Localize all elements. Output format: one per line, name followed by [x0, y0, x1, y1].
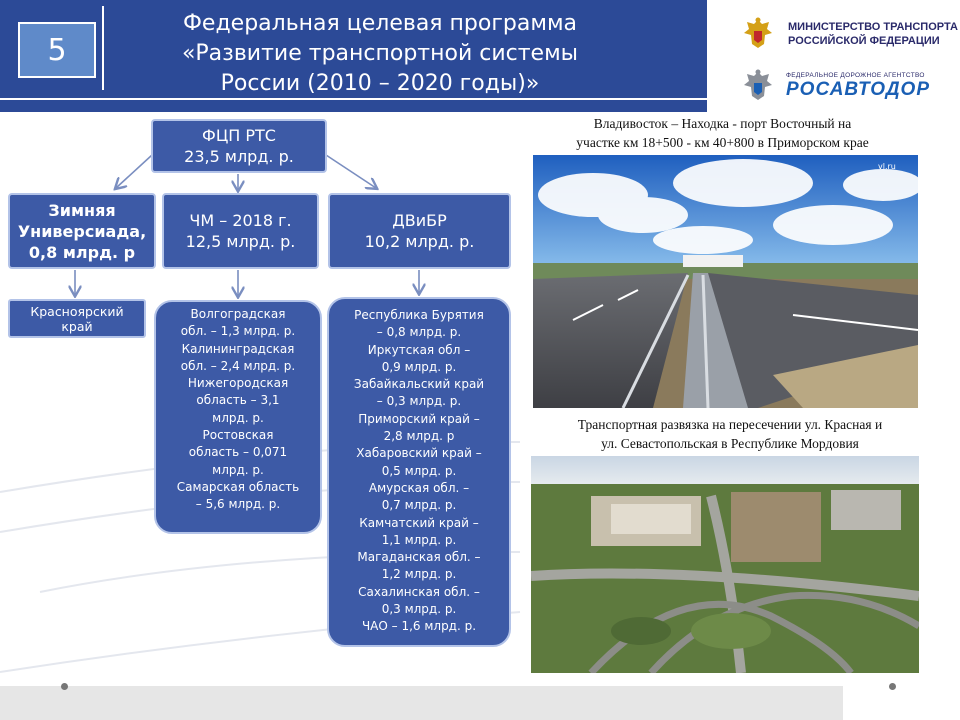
- region-line: 0,3 млрд. р.: [381, 602, 457, 617]
- footer-dot: [889, 683, 896, 690]
- region-line: Камчатский край –: [359, 515, 479, 530]
- box-line: 12,5 млрд. р.: [185, 232, 296, 251]
- region-line: 1,2 млрд. р.: [381, 567, 457, 582]
- region-line: – 5,6 млрд. р.: [195, 497, 281, 512]
- region-line: Иркутская обл –: [367, 342, 471, 357]
- caption-line: участке км 18+500 - км 40+800 в Приморском крае: [576, 135, 869, 150]
- photo-watermark: vl.ru: [878, 162, 896, 171]
- mintrans-line: РОССИЙСКОЙ ФЕДЕРАЦИИ: [788, 35, 940, 47]
- arrow-root-dvibr: [326, 155, 376, 188]
- region-line: млрд. р.: [212, 462, 264, 477]
- dvibr-box: [328, 193, 511, 269]
- region-line: Магаданская обл. –: [357, 550, 481, 565]
- box-line: ЧМ – 2018 г.: [189, 211, 292, 230]
- box-line: Универсиада,: [17, 221, 147, 241]
- region-line: 0,5 млрд. р.: [381, 463, 457, 478]
- region-line: – 0,8 млрд. р.: [376, 325, 462, 340]
- photo-caption-bottom: [524, 415, 936, 453]
- region-line: Амурская обл. –: [368, 480, 470, 495]
- caption-line: Транспортная развязка на пересечении ул. Красная и: [577, 417, 883, 432]
- region-line: 2,8 млрд. р: [383, 429, 455, 444]
- box-line: 10,2 млрд. р.: [364, 232, 475, 251]
- interchange-photo: [531, 456, 919, 673]
- region-line: 0,7 млрд. р.: [381, 498, 457, 513]
- region-line: 1,1 млрд. р.: [381, 532, 457, 547]
- region-line: обл. – 2,4 млрд. р.: [180, 358, 296, 373]
- universiade-box: [8, 193, 156, 269]
- region-line: область – 0,071: [188, 445, 288, 460]
- region-line: млрд. р.: [212, 410, 264, 425]
- worldcup-2018-box: [162, 193, 319, 269]
- region-line: Республика Бурятия: [354, 308, 484, 322]
- region-line: Хабаровский край –: [356, 446, 482, 461]
- region-line: Забайкальский край: [353, 377, 485, 392]
- title-line: Федеральная целевая программа: [182, 11, 578, 36]
- caption-line: ул. Севастопольская в Республике Мордовия: [601, 436, 859, 451]
- box-line: край: [61, 318, 93, 334]
- footer-dot: [61, 683, 68, 690]
- title-line: «Развитие транспортной системы: [181, 41, 579, 66]
- box-line: 0,8 млрд. р: [28, 242, 136, 262]
- box-line: Зимняя: [48, 200, 116, 220]
- title-line: России (2010 – 2020 годы)»: [220, 71, 540, 96]
- region-line: область – 3,1: [196, 393, 280, 408]
- worldcup-regions-box: [154, 300, 322, 534]
- box-line: Красноярский: [30, 303, 124, 319]
- box-line: ДВиБР: [392, 211, 447, 230]
- region-line: ЧАО – 1,6 млрд. р.: [361, 619, 477, 634]
- rosavtodor-wordmark: РОСАВТОДОР: [786, 78, 931, 100]
- region-line: Нижегородская: [187, 376, 289, 391]
- dvibr-regions-box: [327, 297, 511, 647]
- region-line: обл. – 1,3 млрд. р.: [180, 324, 296, 339]
- slide-number: 5: [18, 22, 96, 78]
- region-line: Ростовская: [202, 428, 274, 443]
- krasnoyarsk-box: [8, 299, 146, 338]
- region-line: 0,9 млрд. р.: [381, 359, 457, 374]
- region-line: – 0,3 млрд. р.: [376, 394, 462, 409]
- region-line: Сахалинская обл. –: [358, 584, 480, 599]
- photo-caption-top: [530, 114, 915, 152]
- arrow-root-universiade: [116, 155, 152, 188]
- region-line: Калининградская: [181, 341, 295, 356]
- footer-bar: [0, 686, 843, 720]
- box-line: 23,5 млрд. р.: [184, 147, 294, 166]
- region-line: Волгоградская: [190, 307, 286, 321]
- region-line: Приморский край –: [358, 411, 480, 426]
- fcp-rts-box: [151, 119, 327, 173]
- caption-line: Владивосток – Находка - порт Восточный на: [593, 116, 852, 131]
- mintrans-line: МИНИСТЕРСТВО ТРАНСПОРТА: [788, 21, 958, 33]
- rosavtodor-agency-line: ФЕДЕРАЛЬНОЕ ДОРОЖНОЕ АГЕНТСТВО: [786, 71, 925, 79]
- region-line: Самарская область: [176, 479, 300, 494]
- highway-photo: [533, 155, 918, 408]
- box-line: ФЦП РТС: [202, 126, 276, 145]
